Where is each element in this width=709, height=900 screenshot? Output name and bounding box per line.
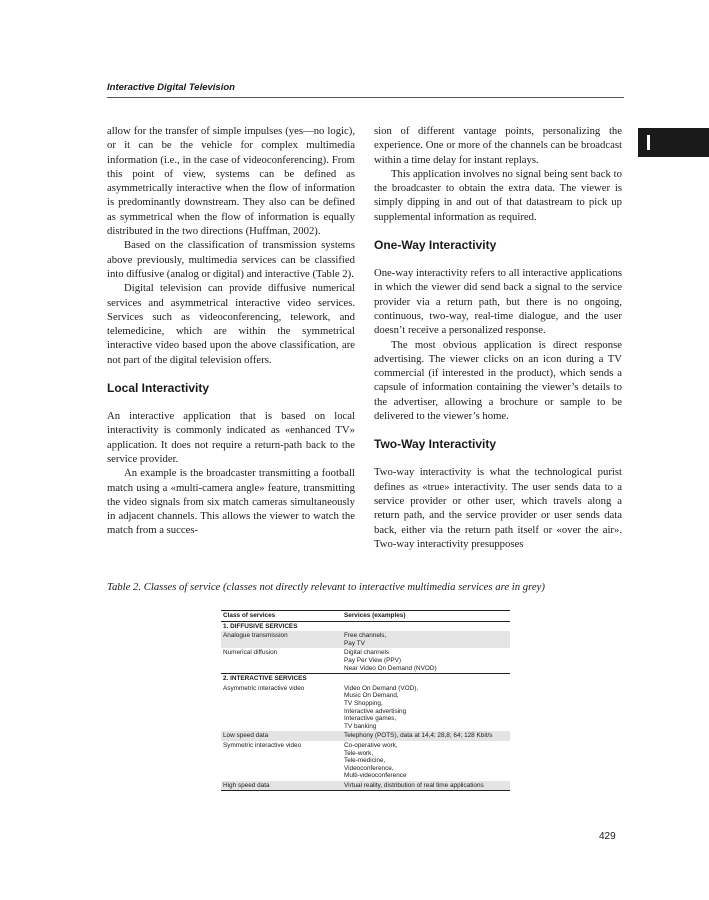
paragraph: Two-way interactivity is what the technological purist defines as «true» interactivity. The user sends data to a service provider or other user, which travels along a return path, and the service provider or user sends data back, either via the return path itself or «over the air». Two-way interactivity presupposes — [374, 466, 622, 550]
table-caption: Table 2. Classes of service (classes not directly relevant to interactive multimedia services are in grey) — [107, 581, 545, 593]
section-tab-mark — [647, 135, 650, 150]
column-header: Services (examples) — [342, 611, 510, 622]
table-section-row — [221, 674, 510, 684]
class-cell: Asymmetric interactive video — [223, 684, 305, 692]
left-column — [107, 124, 355, 538]
right-column — [374, 124, 622, 551]
services-cell: Virtual reality, distribution of real time applications — [342, 781, 510, 791]
paragraph: allow for the transfer of simple impulses (yes—no logic), or it can be the vehicle for complex multimedia information (i.e., in the case of videoconferencing). From this point of view, systems can be defined as asymmetrically interactive when the flow of information is predominantly downstream. They also can be defined as symmetrical when the flow of information is equally distributed in the two directions (Huffman, 2002). — [107, 125, 355, 238]
table-row — [221, 648, 510, 673]
class-cell: Symmetric interactive video — [223, 741, 302, 749]
classes-of-service-table — [221, 610, 510, 791]
class-cell: Analogue transmission — [221, 631, 342, 648]
services-cell: Telephony (POTS), data at 14,4; 28,8; 64; 128 Kbit/s — [342, 731, 510, 741]
paragraph: The most obvious application is direct response advertising. The viewer clicks on an icon during a TV commercial (if interested in the product), which sends a capsule of information containing the viewer’s details to the advertiser, allowing a brochure or sample to be delivered to the viewer’s home. — [374, 338, 622, 423]
paragraph: Based on the classification of transmission systems above previously, multimedia services can be classified into diffusive (analog or digital) and interactive (Table 2). — [107, 239, 355, 280]
services-cell: Free channels, Pay TV — [342, 631, 510, 648]
class-cell: Low speed data — [221, 731, 342, 741]
paragraph: sion of different vantage points, personalizing the experience. One or more of the channels can be broadcast within a time delay for instant replays. — [374, 125, 622, 166]
paragraph: An example is the broadcaster transmitting a football match using a «multi-camera angle» feature, transmitting the video signals from six match cameras simultaneously in adjacent channels. This allows the viewer to watch the match from a succes- — [107, 467, 355, 537]
table-row — [221, 781, 510, 791]
table-body — [221, 621, 510, 791]
table-row — [221, 631, 510, 648]
class-cell: High speed data — [221, 781, 342, 791]
table-row — [221, 741, 510, 781]
paragraph: One-way interactivity refers to all interactive applications in which the viewer did send back a signal to the service provider via a return path, but there is no ongoing, continuous, two-way, real-time dialogue, and the user doesn’t receive a personalized response. — [374, 267, 622, 337]
paragraph: An interactive application that is based on local interactivity is commonly indicated as «enhanced TV» application. It does not require a return-path back to the service provider. — [107, 410, 355, 465]
table-section-row — [221, 621, 510, 631]
paragraph: This application involves no signal being sent back to the broadcaster to obtain the extra data. The viewer is simply dipping in and out of that datastream to pick up supplemental information as required. — [374, 167, 622, 223]
services-cell: Co-operative work, Tele-work, Tele-medicine, Videoconference, Multi-videoconference — [344, 741, 407, 780]
column-header: Class of services — [221, 611, 342, 622]
table-row — [221, 731, 510, 741]
services-cell: Video On Demand (VOD), Music On Demand, TV Shopping, Interactive advertising Interactive games, TV banking — [344, 684, 419, 730]
section-label: 1. DIFFUSIVE SERVICES — [221, 621, 510, 631]
header-rule — [107, 97, 624, 98]
section-heading-one-way: One-Way Interactivity — [374, 238, 497, 253]
section-label: 2. INTERACTIVE SERVICES — [221, 674, 510, 684]
section-heading-local: Local Interactivity — [107, 381, 210, 396]
class-cell: Numerical diffusion — [223, 649, 278, 657]
paragraph: Digital television can provide diffusive numerical services and asymmetrical interactive video services. Services such as videoconferencing, telework, and telemedicine, which are within the symmetrical interactive video based upon the above classification, are not part of the digital television offers. — [107, 282, 355, 366]
section-heading-two-way: Two-Way Interactivity — [374, 437, 497, 452]
table-header-row — [221, 611, 510, 622]
services-cell: Digital channels Pay Per View (PPV) Near Video On Demand (NVOD) — [344, 649, 437, 672]
table-row — [221, 684, 510, 732]
running-head: Interactive Digital Television — [107, 82, 235, 93]
page-number: 429 — [599, 831, 616, 842]
